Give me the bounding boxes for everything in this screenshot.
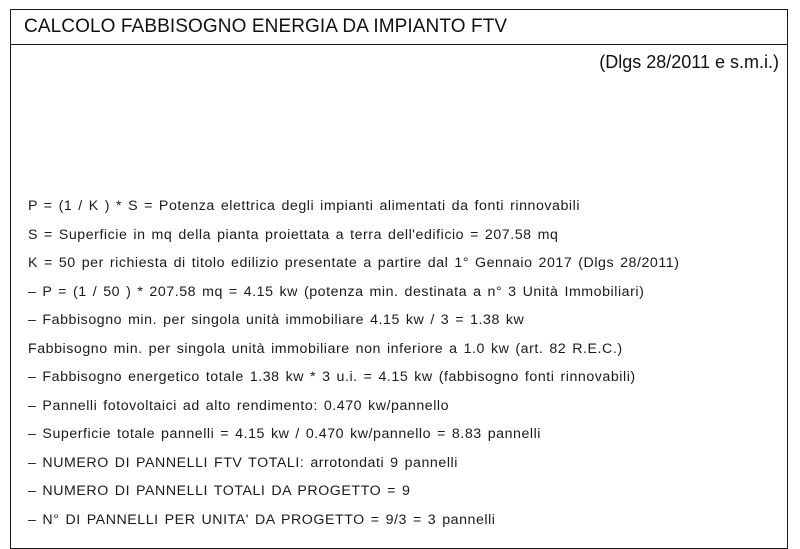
calc-line-project-panels: – NUMERO DI PANNELLI TOTALI DA PROGETTO = 9 [28,483,411,499]
calc-line-total-requirement: – Fabbisogno energetico totale 1.38 kw * 3 u.i. = 4.15 kw (fabbisogno fonti rinnovabili) [28,369,636,385]
document-title: CALCOLO FABBISOGNO ENERGIA DA IMPIANTO FTV [24,16,508,37]
calc-line-surface: S = Superficie in mq della pianta proiettata a terra dell'edificio = 207.58 mq [28,226,559,243]
law-reference: (Dlgs 28/2011 e s.m.i.) [599,52,779,72]
document-frame [10,9,788,549]
calculation-lines [28,192,679,534]
calc-line-panel-power: – Pannelli fotovoltaici ad alto rendimento: 0.470 kw/pannello [28,397,450,414]
calc-line-rounded-panels: – NUMERO DI PANNELLI FTV TOTALI: arrotondati 9 pannelli [28,454,458,471]
calc-line-panels-per-unit: – N° DI PANNELLI PER UNITA' DA PROGETTO = 9/3 = 3 pannelli [28,511,496,528]
title-row [11,10,787,45]
calc-line-panel-count: – Superficie totale pannelli = 4.15 kw / 0.470 kw/pannello = 8.83 pannelli [28,426,542,442]
calc-line-unit-requirement: – Fabbisogno min. per singola unità immobiliare 4.15 kw / 3 = 1.38 kw [28,312,525,328]
calc-line-power-result: – P = (1 / 50 ) * 207.58 mq = 4.15 kw (potenza min. destinata a n° 3 Unità Immobiliari) [28,283,645,300]
calc-line-minimum-requirement: Fabbisogno min. per singola unità immobiliare non inferiore a 1.0 kw (art. 82 R.E.C.) [28,340,623,357]
calc-line-k-factor: K = 50 per richiesta di titolo edilizio presentate a partire dal 1° Gennaio 2017 (Dlgs 28/2011) [28,255,680,271]
calc-line-power-formula: P = (1 / K ) * S = Potenza elettrica degli impianti alimentati da fonti rinnovabili [28,198,581,214]
